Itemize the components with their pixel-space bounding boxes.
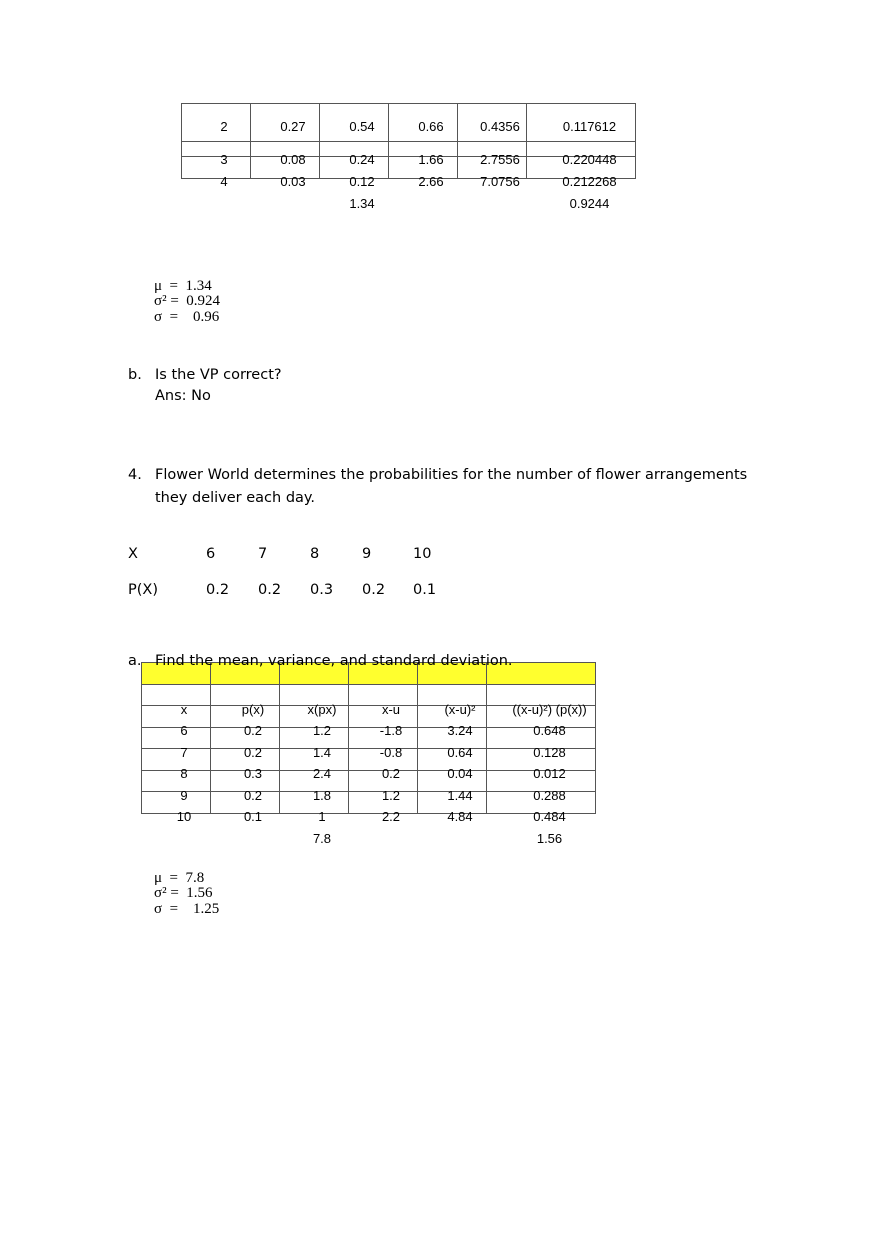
p-value: 0.1 bbox=[413, 582, 437, 598]
mean-value: μ = 1.34 bbox=[154, 278, 212, 294]
question-b-text: Is the VP correct? bbox=[155, 367, 282, 383]
px-label: P(X) bbox=[128, 582, 158, 598]
table-cell: 1.2 bbox=[312, 723, 332, 738]
question-4-line-1: Flower World determines the probabilities for the number of flower arrangements bbox=[155, 467, 748, 483]
table-cell: 0.2 bbox=[381, 766, 401, 781]
table-cell: 0.220448 bbox=[562, 152, 617, 167]
table-cell: 7 bbox=[180, 745, 188, 760]
column-header: ((x-u)²) (p(x)) bbox=[512, 702, 587, 717]
table-cell: 0.12 bbox=[349, 174, 375, 189]
table-total-variance: 1.56 bbox=[536, 831, 563, 846]
table-cell: 0.64 bbox=[447, 745, 473, 760]
p-value: 0.3 bbox=[310, 582, 334, 598]
variance-value: σ² = 1.56 bbox=[154, 885, 213, 901]
table-cell: -0.8 bbox=[379, 745, 403, 760]
question-4-number: 4. bbox=[128, 467, 142, 483]
question-4-line-2: they deliver each day. bbox=[155, 490, 316, 506]
table-cell: 0.4356 bbox=[480, 119, 520, 134]
table-cell: 0.288 bbox=[533, 788, 566, 803]
question-a-label: a. bbox=[128, 653, 142, 669]
table-cell: 2.2 bbox=[381, 809, 401, 824]
question-b-answer: Ans: No bbox=[155, 388, 211, 404]
table-cell: 0.24 bbox=[349, 152, 375, 167]
table-cell: 0.117612 bbox=[562, 119, 617, 134]
mean-value: μ = 7.8 bbox=[154, 870, 205, 886]
column-header: x(px) bbox=[307, 702, 337, 717]
table-cell: 6 bbox=[180, 723, 188, 738]
table-cell: 0.2 bbox=[243, 745, 263, 760]
x-value: 10 bbox=[413, 546, 432, 562]
p-value: 0.2 bbox=[206, 582, 230, 598]
table-cell: 2.4 bbox=[312, 766, 332, 781]
table-cell: 0.54 bbox=[349, 119, 375, 134]
table-cell: 1.44 bbox=[447, 788, 473, 803]
table-cell: 0.3 bbox=[243, 766, 263, 781]
table-cell: 2.7556 bbox=[480, 152, 520, 167]
column-header: x-u bbox=[381, 702, 401, 717]
table-cell: 0.08 bbox=[280, 152, 306, 167]
table-cell: 3.24 bbox=[447, 723, 473, 738]
table-cell: 1.2 bbox=[381, 788, 401, 803]
table-cell: 0.012 bbox=[533, 766, 566, 781]
table-cell: 1.4 bbox=[312, 745, 332, 760]
x-label: X bbox=[128, 546, 138, 562]
table-cell: -1.8 bbox=[379, 723, 403, 738]
table-cell: 0.212268 bbox=[562, 174, 617, 189]
variance-value: σ² = 0.924 bbox=[154, 293, 221, 309]
table-cell: 10 bbox=[176, 809, 192, 824]
question-a-text: Find the mean, variance, and standard deviation. bbox=[155, 653, 513, 669]
table-cell: 3 bbox=[220, 152, 228, 167]
table-cell: 4 bbox=[220, 174, 228, 189]
table-total-xpx: 7.8 bbox=[312, 831, 332, 846]
table-cell: 0.66 bbox=[418, 119, 444, 134]
column-header: (x-u)² bbox=[444, 702, 476, 717]
column-header: p(x) bbox=[241, 702, 265, 717]
table-cell: 0.04 bbox=[447, 766, 473, 781]
x-value: 7 bbox=[258, 546, 268, 562]
table-cell: 0.27 bbox=[280, 119, 306, 134]
table-cell: 9 bbox=[180, 788, 188, 803]
table-cell: 8 bbox=[180, 766, 188, 781]
table-cell: 7.0756 bbox=[480, 174, 520, 189]
std-dev-value: σ = 0.96 bbox=[154, 309, 220, 325]
p-value: 0.2 bbox=[362, 582, 386, 598]
table-total-xpx: 1.34 bbox=[349, 196, 375, 211]
table-cell: 0.128 bbox=[533, 745, 566, 760]
table-cell: 1 bbox=[318, 809, 326, 824]
table-cell: 0.2 bbox=[243, 723, 263, 738]
question-b-label: b. bbox=[128, 367, 142, 383]
std-dev-value: σ = 1.25 bbox=[154, 901, 220, 917]
x-value: 8 bbox=[310, 546, 320, 562]
table-cell: 2.66 bbox=[418, 174, 444, 189]
table-cell: 0.1 bbox=[243, 809, 263, 824]
x-value: 6 bbox=[206, 546, 216, 562]
table-total-variance: 0.9244 bbox=[569, 196, 610, 211]
column-header: x bbox=[180, 702, 188, 717]
table-cell: 0.03 bbox=[280, 174, 306, 189]
table-cell: 0.2 bbox=[243, 788, 263, 803]
table-cell: 1.66 bbox=[418, 152, 444, 167]
table-cell: 4.84 bbox=[447, 809, 473, 824]
table-cell: 0.648 bbox=[533, 723, 566, 738]
x-value: 9 bbox=[362, 546, 372, 562]
table-cell: 0.484 bbox=[533, 809, 566, 824]
table-cell: 1.8 bbox=[312, 788, 332, 803]
table-cell: 2 bbox=[220, 119, 228, 134]
p-value: 0.2 bbox=[258, 582, 282, 598]
